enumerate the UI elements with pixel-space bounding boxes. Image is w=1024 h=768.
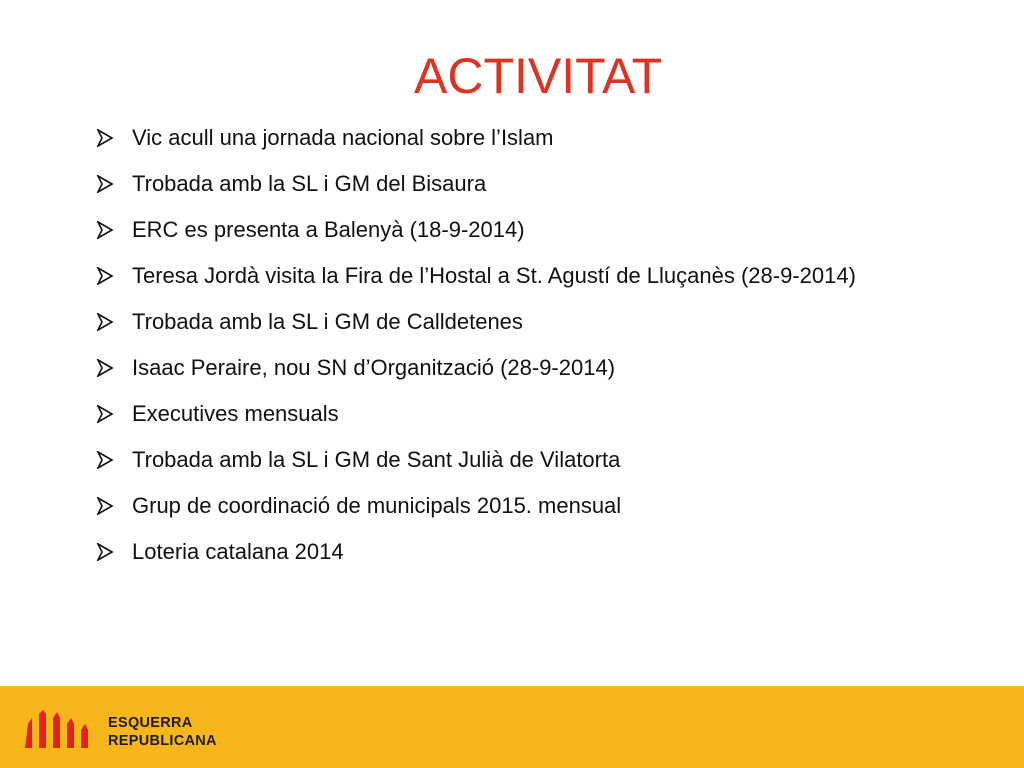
- list-item-text: ERC es presenta a Balenyà (18-9-2014): [132, 217, 525, 242]
- list-item: [96, 345, 936, 391]
- list-item-text: Loteria catalana 2014: [132, 539, 344, 564]
- senyera-flag-icon: [25, 710, 97, 748]
- arrow-bullet-icon: [96, 437, 116, 483]
- list-item: [96, 299, 936, 345]
- party-logo-text: [108, 714, 217, 750]
- arrow-bullet-icon: [96, 207, 116, 253]
- list-item-text: Isaac Peraire, nou SN d’Organització (28-9-2014): [132, 355, 616, 380]
- arrow-bullet-icon: [96, 529, 116, 575]
- list-item-text: Trobada amb la SL i GM de Sant Julià de Vilatorta: [132, 447, 621, 472]
- list-item-text: Teresa Jordà visita la Fira de l’Hostal a St. Agustí de Lluçanès (28-9-2014): [132, 263, 856, 288]
- list-item: [96, 253, 936, 299]
- arrow-bullet-icon: [96, 253, 116, 299]
- logo-line-2: REPUBLICANA: [108, 733, 217, 749]
- list-item: [96, 529, 936, 575]
- list-item: [96, 115, 936, 161]
- arrow-bullet-icon: [96, 115, 116, 161]
- list-item: [96, 437, 936, 483]
- logo-line-1: ESQUERRA: [108, 715, 193, 731]
- list-item: [96, 161, 936, 207]
- list-item: [96, 483, 936, 529]
- list-item-text: Trobada amb la SL i GM de Calldetenes: [132, 309, 523, 334]
- list-item-text: Grup de coordinació de municipals 2015. mensual: [132, 493, 622, 518]
- list-item: [96, 207, 936, 253]
- arrow-bullet-icon: [96, 391, 116, 437]
- arrow-bullet-icon: [96, 345, 116, 391]
- list-item-text: Vic acull una jornada nacional sobre l’Islam: [132, 125, 554, 150]
- slide-title: ACTIVITAT: [414, 48, 663, 104]
- list-item: [96, 391, 936, 437]
- arrow-bullet-icon: [96, 483, 116, 529]
- bullet-list: [96, 115, 936, 575]
- list-item-text: Executives mensuals: [132, 401, 339, 426]
- arrow-bullet-icon: [96, 161, 116, 207]
- arrow-bullet-icon: [96, 299, 116, 345]
- list-item-text: Trobada amb la SL i GM del Bisaura: [132, 171, 487, 196]
